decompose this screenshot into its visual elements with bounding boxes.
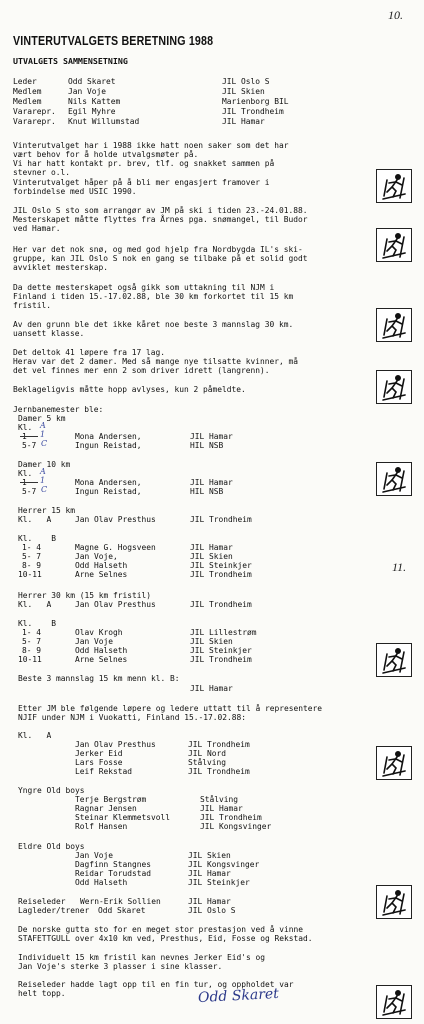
leader-name: Odd Skaret	[98, 906, 146, 915]
athlete-name: Jan Olav Presthus	[75, 740, 156, 749]
handwritten-note: A	[40, 421, 46, 430]
result-heading: Damer 5 km	[18, 414, 66, 423]
results-heading: Jernbanemester ble:	[13, 405, 104, 414]
athlete-club: JIL Kongsvinger	[200, 822, 272, 831]
team-result-club: JIL Hamar	[190, 684, 233, 693]
result-place: 5- 7	[22, 637, 42, 646]
leader-role: Reiseleder	[18, 897, 66, 906]
athlete-name: Jerker Eid	[75, 749, 123, 758]
class-label: Kl. B	[18, 619, 57, 628]
text-line: vært behov for å holde utvalgsmøter på.	[13, 150, 199, 159]
class-label: Eldre Old boys	[18, 842, 85, 851]
class-label: Kl. A	[18, 515, 52, 524]
text-line: Det deltok 41 løpere fra 17 lag.	[13, 348, 166, 357]
text-line: Finland i tiden 15.-17.02.88, ble 30 km forkortet til 15 km	[13, 292, 294, 301]
text-line: Da dette mesterskapet også gikk som uttakning til NJM i	[13, 283, 275, 292]
member-name: Odd Skaret	[68, 77, 116, 86]
athlete-name: Jan Voje	[75, 851, 114, 860]
handwritten-note: C	[41, 439, 48, 448]
class-label: Kl. A	[18, 600, 52, 609]
handwritten-note: 1	[40, 430, 46, 439]
result-place: 8- 9	[22, 561, 42, 570]
text-line: forbindelse med USIC 1990.	[13, 187, 137, 196]
section-heading: UTVALGETS SAMMENSETNING	[13, 56, 128, 66]
class-label: Kl.	[18, 469, 33, 478]
text-line: Jan Voje's sterke 3 plasser i sine klasser.	[18, 962, 223, 971]
text-line: Vinterutvalget håper på å bli mer engasjert framover i	[13, 178, 270, 187]
result-name: Ingun Reistad,	[75, 441, 142, 450]
result-club: JIL Skien	[190, 552, 233, 561]
result-place: 1- 4	[22, 628, 42, 637]
leader-club: JIL Hamar	[188, 897, 231, 906]
strikethrough	[20, 482, 38, 483]
class-label: Kl. A	[18, 731, 52, 740]
member-role: Medlem	[13, 97, 42, 106]
member-club: JIL Trondheim	[222, 107, 284, 116]
page-number: 11.	[392, 560, 407, 574]
result-club: JIL Hamar	[190, 478, 233, 487]
result-club: HIL NSB	[190, 441, 224, 450]
text-line: Her var det nok snø, og med god hjelp fra Nordbygda IL's ski-	[13, 245, 303, 254]
result-heading: Damer 10 km	[18, 460, 71, 469]
text-line: uansett klasse.	[13, 329, 85, 338]
page-number: 10.	[388, 8, 403, 22]
text-line: Beklageligvis måtte hopp avlyses, kun 2 påmeldte.	[13, 385, 246, 394]
member-club: JIL Oslo S	[222, 77, 270, 86]
result-club: JIL Hamar	[190, 432, 233, 441]
team-result: Beste 3 mannslag 15 km menn kl. B:	[18, 674, 180, 683]
leader-name: Wern-Erik Sollien	[80, 897, 161, 906]
result-name: Odd Halseth	[75, 561, 128, 570]
skier-icon	[376, 746, 412, 780]
result-name: Olav Krogh	[75, 628, 123, 637]
member-name: Egil Myhre	[68, 107, 116, 116]
athlete-club: JIL Kongsvinger	[188, 860, 260, 869]
result-club: JIL Trondheim	[190, 515, 252, 524]
member-club: JIL Skien	[222, 87, 265, 96]
athlete-club: JIL Trondheim	[188, 740, 250, 749]
result-name: Jan Olav Presthus	[75, 515, 156, 524]
athlete-club: JIL Hamar	[188, 869, 231, 878]
result-club: JIL Skien	[190, 637, 233, 646]
text-line: De norske gutta sto for en meget stor prestasjon ved å vinne	[18, 925, 304, 934]
leader-club: JIL Oslo S	[188, 906, 236, 915]
handwritten-note: A	[40, 467, 46, 476]
member-club: JIL Hamar	[222, 117, 265, 126]
athlete-club: JIL Skien	[188, 851, 231, 860]
result-club: HIL NSB	[190, 487, 224, 496]
result-name: Mona Andersen,	[75, 432, 142, 441]
class-label: Kl.	[18, 423, 33, 432]
skier-icon	[376, 169, 412, 203]
text-line: Mesterskapet måtte flyttes fra Årnes pga. snømangel, til Budor	[13, 215, 308, 224]
member-name: Nils Kattem	[68, 97, 121, 106]
page-title: VINTERUTVALGETS BERETNING 1988	[13, 33, 214, 48]
result-name: Jan Voje,	[75, 552, 118, 561]
athlete-club: JIL Trondheim	[188, 767, 250, 776]
result-name: Magne G. Hogsveen	[75, 543, 156, 552]
skier-icon	[376, 462, 412, 496]
member-club: Marienborg BIL	[222, 97, 289, 106]
result-name: Ingun Reistad,	[75, 487, 142, 496]
member-role: Vararepr.	[13, 107, 56, 116]
athlete-club: JIL Steinkjer	[188, 878, 250, 887]
result-name: Jan Olav Presthus	[75, 600, 156, 609]
athlete-name: Steinar Klemmetsvoll	[75, 813, 171, 822]
handwritten-note: 1	[40, 476, 46, 485]
text-line: avviklet mesterskap.	[13, 263, 109, 272]
text-line: NJIF under NJM i Vuokatti, Finland 15.-17.02.88:	[18, 713, 247, 722]
member-role: Medlem	[13, 87, 42, 96]
athlete-name: Ragnar Jensen	[75, 804, 137, 813]
result-place: 8- 9	[22, 646, 42, 655]
result-name: Odd Halseth	[75, 646, 128, 655]
skier-icon	[376, 228, 412, 262]
skier-icon	[376, 370, 412, 404]
skier-icon	[376, 308, 412, 342]
text-line: ved Hamar.	[13, 224, 61, 233]
text-line: Vinterutvalget har i 1988 ikke hatt noen saker som det har	[13, 141, 289, 150]
leader-role: Lagleder/trener	[18, 906, 90, 915]
text-line: gruppe, kan JIL Oslo S nok en gang se tilbake på et solid godt	[13, 254, 308, 263]
result-club: JIL Trondheim	[190, 600, 252, 609]
result-name: Jan Voje	[75, 637, 114, 646]
member-name: Knut Willumstad	[68, 117, 140, 126]
text-line: stevner o.l.	[13, 168, 71, 177]
athlete-name: Dagfinn Stangnes	[75, 860, 152, 869]
text-line: Av den grunn ble det ikke kåret noe beste 3 mannslag 30 km.	[13, 320, 294, 329]
member-role: Leder	[13, 77, 37, 86]
member-role: Vararepr.	[13, 117, 56, 126]
result-name: Arne Selnes	[75, 655, 128, 664]
result-place: 5- 7	[22, 552, 42, 561]
member-name: Jan Voje	[68, 87, 107, 96]
athlete-club: JIL Hamar	[200, 804, 243, 813]
athlete-name: Odd Halseth	[75, 878, 128, 887]
skier-icon	[376, 885, 412, 919]
athlete-name: Lars Fosse	[75, 758, 123, 767]
result-club: JIL Hamar	[190, 543, 233, 552]
result-name: Arne Selnes	[75, 570, 128, 579]
text-line: STAFETTGULL over 4x10 km ved, Presthus, Eid, Fosse og Rekstad.	[18, 934, 313, 943]
result-place: 10-11	[18, 570, 42, 579]
text-line: helt topp.	[18, 989, 66, 998]
result-place: 5-7	[22, 441, 37, 450]
athlete-name: Reidar Torudstad	[75, 869, 152, 878]
athlete-club: JIL Nord	[188, 749, 227, 758]
athlete-club: Stålving	[200, 795, 239, 804]
text-line: Herav var det 2 damer. Med så mange nye tilsatte kvinner, må	[13, 357, 299, 366]
athlete-name: Rolf Hansen	[75, 822, 128, 831]
athlete-club: Stålving	[188, 758, 227, 767]
strikethrough	[20, 436, 38, 437]
result-club: JIL Trondheim	[190, 655, 252, 664]
text-line: fristil.	[13, 301, 52, 310]
result-place: 10-11	[18, 655, 42, 664]
skier-icon	[376, 985, 412, 1019]
result-club: JIL Trondheim	[190, 570, 252, 579]
text-line: Vi har hatt kontakt pr. brev, tlf. og snakket sammen på	[13, 159, 275, 168]
text-line: Individuelt 15 km fristil kan nevnes Jerker Eid's og	[18, 953, 266, 962]
text-line: Reiseleder hadde lagt opp til en fin tur, og oppholdet var	[18, 980, 294, 989]
result-heading: Herrer 15 km	[18, 506, 76, 515]
result-club: JIL Lillestrøm	[190, 628, 257, 637]
result-place: 5-7	[22, 487, 37, 496]
result-place: 1- 4	[22, 543, 42, 552]
text-line: Etter JM ble følgende løpere og ledere uttatt til å representere	[18, 704, 323, 713]
athlete-name: Terje Bergstrøm	[75, 795, 147, 804]
result-name: Mona Andersen,	[75, 478, 142, 487]
result-heading: Herrer 30 km (15 km fristil)	[18, 591, 152, 600]
result-club: JIL Steinkjer	[190, 646, 252, 655]
text-line: det vel finnes mer enn 2 som driver idrett (langrenn).	[13, 366, 270, 375]
result-club: JIL Steinkjer	[190, 561, 252, 570]
signature: Odd Skaret	[197, 985, 280, 1007]
athlete-name: Leif Rekstad	[75, 767, 133, 776]
skier-icon	[376, 643, 412, 677]
athlete-club: JIL Trondheim	[200, 813, 262, 822]
text-line: JIL Oslo S sto som arrangør av JM på ski i tiden 23.-24.01.88.	[13, 206, 308, 215]
class-label: Yngre Old boys	[18, 786, 85, 795]
handwritten-note: C	[41, 485, 48, 494]
class-label: Kl. B	[18, 534, 57, 543]
